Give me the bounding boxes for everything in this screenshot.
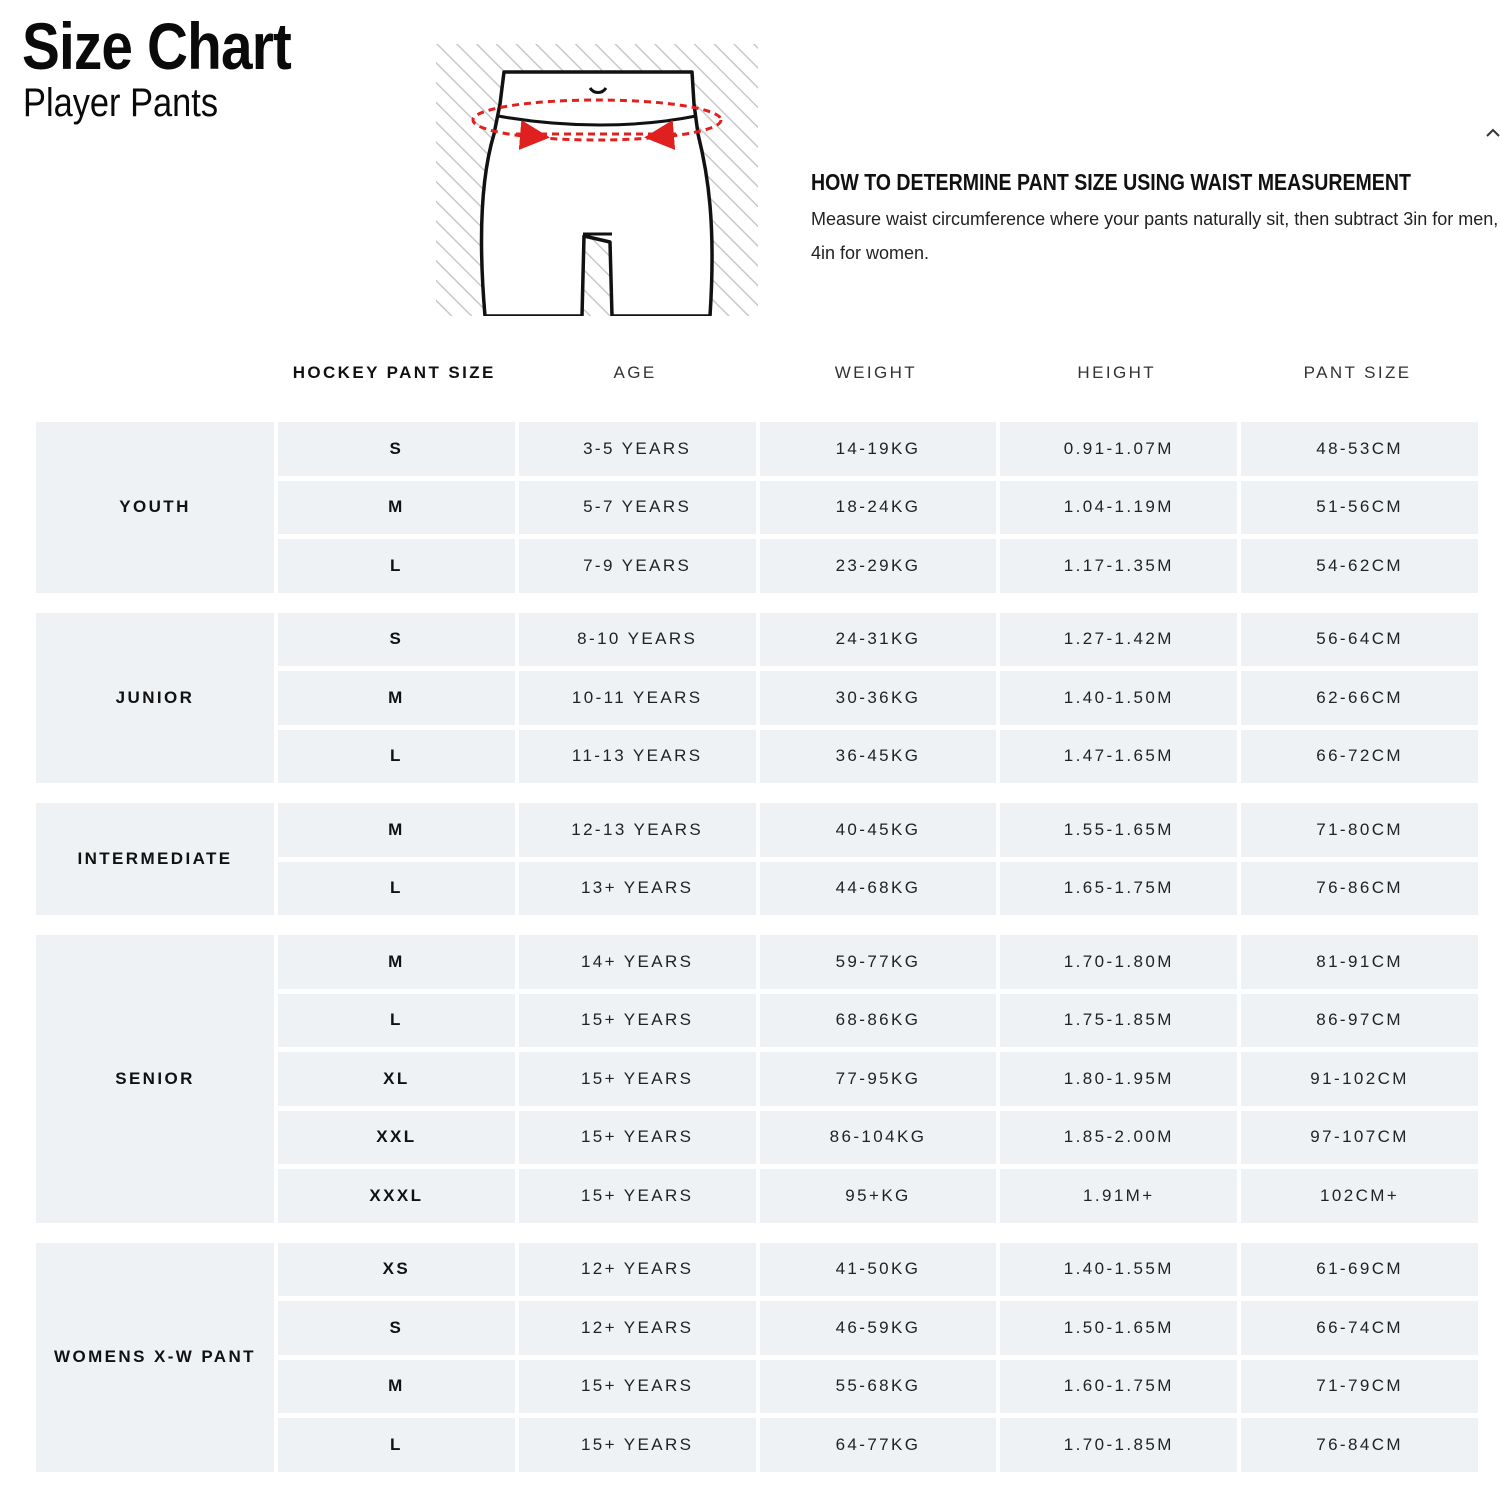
cell-size: L [278, 1418, 515, 1472]
cell-weight: 86-104KG [760, 1111, 997, 1165]
cell-size: M [278, 1360, 515, 1414]
cell-size: XXXL [278, 1169, 515, 1223]
cell-height: 1.80-1.95M [1000, 1052, 1237, 1106]
cell-pant-size: 66-72CM [1241, 730, 1478, 784]
cell-age: 5-7 YEARS [519, 481, 756, 535]
cell-height: 1.50-1.65M [1000, 1301, 1237, 1355]
table-row [274, 613, 1478, 667]
group-rows [274, 803, 1478, 915]
cell-size: M [278, 481, 515, 535]
cell-age: 15+ YEARS [519, 994, 756, 1048]
cell-height: 0.91-1.07M [1000, 422, 1237, 476]
cell-weight: 23-29KG [760, 539, 997, 593]
table-row [274, 671, 1478, 725]
cell-pant-size: 76-84CM [1241, 1418, 1478, 1472]
cell-height: 1.40-1.55M [1000, 1243, 1237, 1297]
howto-title: HOW TO DETERMINE PANT SIZE USING WAIST MEASUREMENT [811, 169, 1411, 195]
cell-height: 1.85-2.00M [1000, 1111, 1237, 1165]
cell-pant-size: 66-74CM [1241, 1301, 1478, 1355]
cell-age: 12-13 YEARS [519, 803, 756, 857]
cell-pant-size: 76-86CM [1241, 862, 1478, 916]
cell-size: L [278, 539, 515, 593]
table-row [274, 1301, 1478, 1355]
cell-size: S [278, 1301, 515, 1355]
cell-height: 1.47-1.65M [1000, 730, 1237, 784]
cell-age: 11-13 YEARS [519, 730, 756, 784]
cell-weight: 46-59KG [760, 1301, 997, 1355]
table-body [36, 422, 1478, 1472]
cell-age: 12+ YEARS [519, 1243, 756, 1297]
cell-weight: 77-95KG [760, 1052, 997, 1106]
cell-pant-size: 62-66CM [1241, 671, 1478, 725]
cell-height: 1.65-1.75M [1000, 862, 1237, 916]
category-label: YOUTH [36, 422, 274, 593]
cell-weight: 64-77KG [760, 1418, 997, 1472]
cell-weight: 95+KG [760, 1169, 997, 1223]
table-row [274, 803, 1478, 857]
cell-height: 1.17-1.35M [1000, 539, 1237, 593]
howto-text: Measure waist circumference where your pants naturally sit, then subtract 3in for men, 4in for women. [811, 209, 1499, 263]
category-label: SENIOR [36, 935, 274, 1223]
cell-height: 1.91M+ [1000, 1169, 1237, 1223]
cell-size: XXL [278, 1111, 515, 1165]
cell-pant-size: 61-69CM [1241, 1243, 1478, 1297]
cell-size: L [278, 862, 515, 916]
cell-pant-size: 97-107CM [1241, 1111, 1478, 1165]
group-rows [274, 613, 1478, 784]
cell-age: 15+ YEARS [519, 1418, 756, 1472]
table-row [274, 935, 1478, 989]
cell-pant-size: 81-91CM [1241, 935, 1478, 989]
table-row [274, 1111, 1478, 1165]
cell-size: L [278, 994, 515, 1048]
cell-weight: 30-36KG [760, 671, 997, 725]
cell-height: 1.75-1.85M [1000, 994, 1237, 1048]
cell-pant-size: 51-56CM [1241, 481, 1478, 535]
cell-weight: 41-50KG [760, 1243, 997, 1297]
table-row [274, 1418, 1478, 1472]
table-row [274, 1243, 1478, 1297]
cell-size: S [278, 613, 515, 667]
cell-age: 8-10 YEARS [519, 613, 756, 667]
corner-mark [1486, 124, 1500, 134]
cell-weight: 14-19KG [760, 422, 997, 476]
table-row [274, 1169, 1478, 1223]
pants-waist-measurement-icon [436, 44, 758, 316]
cell-weight: 68-86KG [760, 994, 997, 1048]
cell-height: 1.70-1.85M [1000, 1418, 1237, 1472]
cell-age: 10-11 YEARS [519, 671, 756, 725]
cell-pant-size: 54-62CM [1241, 539, 1478, 593]
cell-weight: 24-31KG [760, 613, 997, 667]
cell-height: 1.70-1.80M [1000, 935, 1237, 989]
group-rows [274, 935, 1478, 1223]
table-group [36, 1243, 1478, 1472]
cell-size: M [278, 803, 515, 857]
cell-size: XL [278, 1052, 515, 1106]
table-row [274, 422, 1478, 476]
cell-weight: 40-45KG [760, 803, 997, 857]
table-group [36, 935, 1478, 1223]
cell-height: 1.55-1.65M [1000, 803, 1237, 857]
cell-height: 1.04-1.19M [1000, 481, 1237, 535]
cell-age: 7-9 YEARS [519, 539, 756, 593]
category-label: INTERMEDIATE [36, 803, 274, 915]
cell-age: 15+ YEARS [519, 1052, 756, 1106]
group-rows [274, 422, 1478, 593]
cell-weight: 36-45KG [760, 730, 997, 784]
cell-age: 3-5 YEARS [519, 422, 756, 476]
cell-weight: 18-24KG [760, 481, 997, 535]
table-row [274, 994, 1478, 1048]
category-label: JUNIOR [36, 613, 274, 784]
table-group [36, 803, 1478, 915]
cell-height: 1.40-1.50M [1000, 671, 1237, 725]
table-row [274, 1360, 1478, 1414]
cell-weight: 55-68KG [760, 1360, 997, 1414]
cell-age: 13+ YEARS [519, 862, 756, 916]
header-pant-size: PANT SIZE [1303, 363, 1412, 382]
cell-pant-size: 71-80CM [1241, 803, 1478, 857]
table-row [274, 730, 1478, 784]
table-row [274, 1052, 1478, 1106]
cell-weight: 44-68KG [760, 862, 997, 916]
size-table [36, 350, 1478, 1472]
cell-age: 15+ YEARS [519, 1111, 756, 1165]
cell-weight: 59-77KG [760, 935, 997, 989]
cell-size: S [278, 422, 515, 476]
page-subtitle: Player Pants [23, 81, 219, 125]
cell-age: 14+ YEARS [519, 935, 756, 989]
cell-pant-size: 102CM+ [1241, 1169, 1478, 1223]
header-age: AGE [613, 363, 657, 382]
header-hockey-pant-size: HOCKEY PANT SIZE [292, 363, 496, 382]
cell-size: XS [278, 1243, 515, 1297]
cell-age: 15+ YEARS [519, 1169, 756, 1223]
cell-pant-size: 56-64CM [1241, 613, 1478, 667]
cell-size: M [278, 935, 515, 989]
group-rows [274, 1243, 1478, 1472]
table-row [274, 862, 1478, 916]
cell-pant-size: 48-53CM [1241, 422, 1478, 476]
cell-age: 15+ YEARS [519, 1360, 756, 1414]
cell-pant-size: 86-97CM [1241, 994, 1478, 1048]
cell-size: M [278, 671, 515, 725]
cell-height: 1.60-1.75M [1000, 1360, 1237, 1414]
cell-pant-size: 71-79CM [1241, 1360, 1478, 1414]
table-header [36, 350, 1478, 396]
cell-pant-size: 91-102CM [1241, 1052, 1478, 1106]
table-group [36, 613, 1478, 784]
cell-size: L [278, 730, 515, 784]
cell-height: 1.27-1.42M [1000, 613, 1237, 667]
table-group [36, 422, 1478, 593]
category-label: WOMENS X-W PANT [36, 1243, 274, 1472]
page-title: Size Chart [22, 9, 291, 83]
table-row [274, 481, 1478, 535]
header-height: HEIGHT [1077, 363, 1157, 382]
header-weight: WEIGHT [834, 363, 918, 382]
table-row [274, 539, 1478, 593]
cell-age: 12+ YEARS [519, 1301, 756, 1355]
